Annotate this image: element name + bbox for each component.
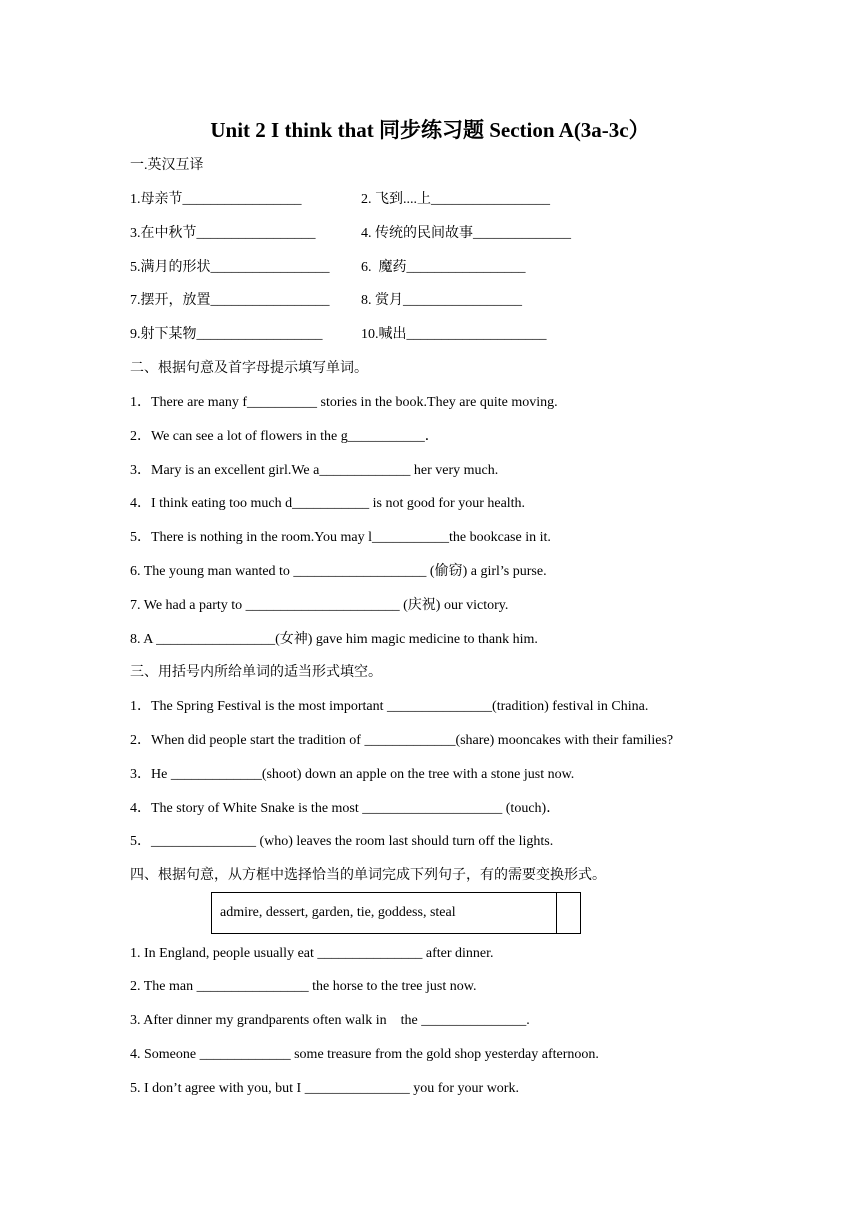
s4-item: 2. The man ________________ the horse to the tree just now.: [130, 979, 477, 994]
s1-item-5: 5.满月的形状_________________: [130, 260, 330, 275]
word-box: [211, 892, 581, 934]
s2-item: 6. The young man wanted to ___________________ (偷窃) a girl’s purse.: [130, 564, 547, 579]
section1-heading: 一.英汉互译: [130, 158, 204, 173]
s4-item: 5. I don’t agree with you, but I _______________ you for your work.: [130, 1081, 519, 1096]
s4-item: 1. In England, people usually eat _______________ after dinner.: [130, 946, 494, 961]
word-box-text: admire, dessert, garden, tie, goddess, steal: [212, 893, 557, 933]
s1-item-3: 3.在中秋节_________________: [130, 226, 316, 241]
s1-item-1: 1.母亲节_________________: [130, 192, 302, 207]
s1-item-2: 2. 飞到....上_________________: [361, 192, 550, 207]
s2-item: 3．Mary is an excellent girl.We a_____________ her very much.: [130, 463, 499, 478]
s2-item: 8. A _________________(女神) gave him magic medicine to thank him.: [130, 632, 538, 647]
s2-item: 1．There are many f__________ stories in the book.They are quite moving.: [130, 395, 558, 410]
s1-item-9: 9.射下某物__________________: [130, 327, 323, 342]
s4-item: 4. Someone _____________ some treasure from the gold shop yesterday afternoon.: [130, 1047, 599, 1062]
s1-item-8: 8. 赏月_________________: [361, 293, 522, 308]
s2-item: 2．We can see a lot of flowers in the g___________．: [130, 429, 439, 444]
s3-item: 5．_______________ (who) leaves the room last should turn off the lights.: [130, 834, 554, 849]
s1-item-7: 7.摆开，放置_________________: [130, 293, 330, 308]
s3-item: 1．The Spring Festival is the most important _______________(tradition) festival in China.: [130, 699, 649, 714]
s4-item: 3. After dinner my grandparents often walk in the _______________.: [130, 1013, 530, 1028]
s3-item: 2．When did people start the tradition of _____________(share) mooncakes with their families?: [130, 733, 674, 748]
s2-item: 7. We had a party to ______________________ (庆祝) our victory.: [130, 598, 509, 613]
s3-item: 4．The story of White Snake is the most ____________________ (touch)．: [130, 801, 561, 816]
s2-item: 5．There is nothing in the room.You may l___________the bookcase in it.: [130, 530, 551, 545]
s3-item: 3．He _____________(shoot) down an apple on the tree with a stone just now.: [130, 767, 575, 782]
s1-item-4: 4. 传统的民间故事______________: [361, 226, 571, 241]
s1-item-6: 6. 魔药_________________: [361, 260, 526, 275]
page-title: Unit 2 I think that 同步练习题 Section A(3a-3c）: [210, 118, 650, 142]
section2-heading: 二、根据句意及首字母提示填写单词。: [130, 361, 368, 376]
section4-heading: 四、根据句意，从方框中选择恰当的单词完成下列句子，有的需要变换形式。: [130, 868, 606, 883]
s2-item: 4．I think eating too much d___________ is not good for your health.: [130, 496, 526, 511]
s1-item-10: 10.喊出____________________: [361, 327, 547, 342]
section3-heading: 三、用括号内所给单词的适当形式填空。: [130, 665, 382, 680]
